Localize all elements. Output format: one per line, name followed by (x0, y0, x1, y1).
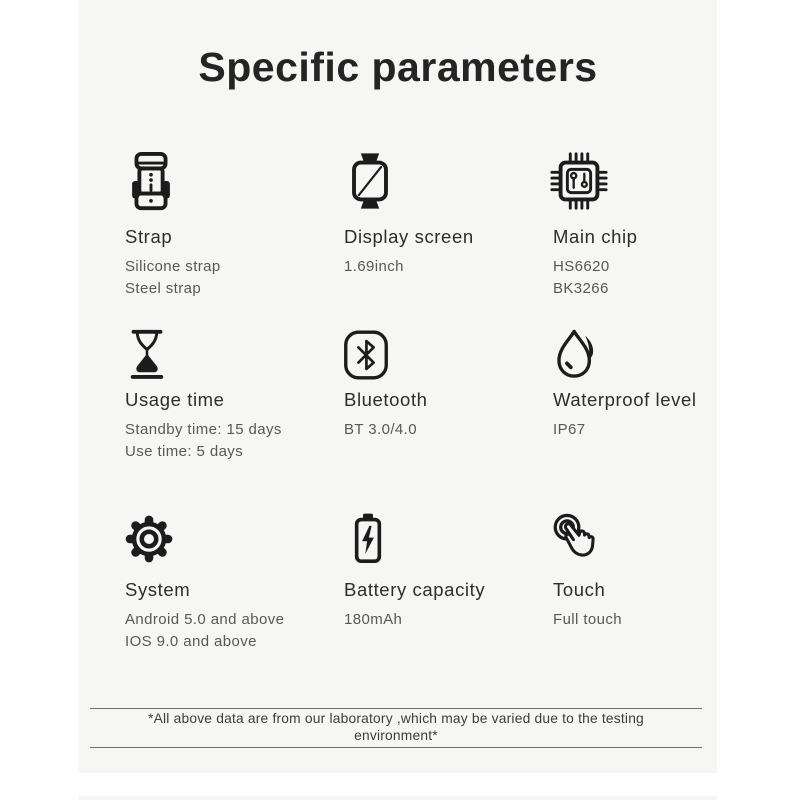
spec-value: BK3266 (553, 280, 609, 297)
spec-label: Touch (553, 579, 606, 600)
spec-value: IP67 (553, 421, 586, 438)
spec-label: Battery capacity (344, 579, 486, 600)
spec-card-waterproof (553, 328, 771, 441)
strap-icon (120, 150, 343, 212)
spec-label: Main chip (553, 226, 638, 247)
spec-value: BT 3.0/4.0 (344, 421, 417, 438)
spec-value: Standby time: 15 days (125, 421, 282, 438)
spec-value: Android 5.0 and above (125, 611, 285, 628)
spec-label: Bluetooth (344, 389, 428, 410)
spec-label: System (125, 579, 191, 600)
disclaimer-line-1: *All above data are from our laboratory ,which may be varied due to the testing (148, 711, 644, 726)
touch-hand-icon (548, 510, 771, 568)
spec-value: 180mAh (344, 611, 403, 628)
water-drop-icon (548, 328, 771, 382)
spec-value: Full touch (553, 611, 623, 628)
spec-value: 1.69inch (344, 258, 404, 275)
spec-label: Strap (125, 226, 173, 247)
spec-card-chip (553, 150, 771, 300)
page-title: Specific parameters (198, 44, 598, 90)
spec-card-system (125, 510, 343, 653)
spec-card-battery (344, 510, 562, 631)
disclaimer (90, 708, 702, 748)
spec-card-display (344, 150, 562, 278)
spec-card-touch (553, 510, 771, 631)
spec-label: Usage time (125, 389, 225, 410)
spec-value: Use time: 5 days (125, 443, 244, 460)
battery-icon (339, 510, 562, 568)
spec-value: Steel strap (125, 280, 202, 297)
spec-label: Waterproof level (553, 389, 697, 410)
spec-card-bluetooth (344, 328, 562, 441)
display-screen-icon (339, 150, 562, 212)
spec-value: HS6620 (553, 258, 610, 275)
spec-value: Silicone strap (125, 258, 221, 275)
disclaimer-line-2: environment* (354, 727, 438, 743)
hourglass-icon (120, 328, 343, 382)
spec-card-usage-time (125, 328, 343, 463)
spec-label: Display screen (344, 226, 474, 247)
spec-card-strap (125, 150, 343, 300)
spec-value: IOS 9.0 and above (125, 633, 257, 650)
chip-icon (548, 150, 771, 212)
gear-icon (120, 510, 343, 568)
bluetooth-icon (339, 328, 562, 382)
next-section-strip (79, 796, 717, 800)
